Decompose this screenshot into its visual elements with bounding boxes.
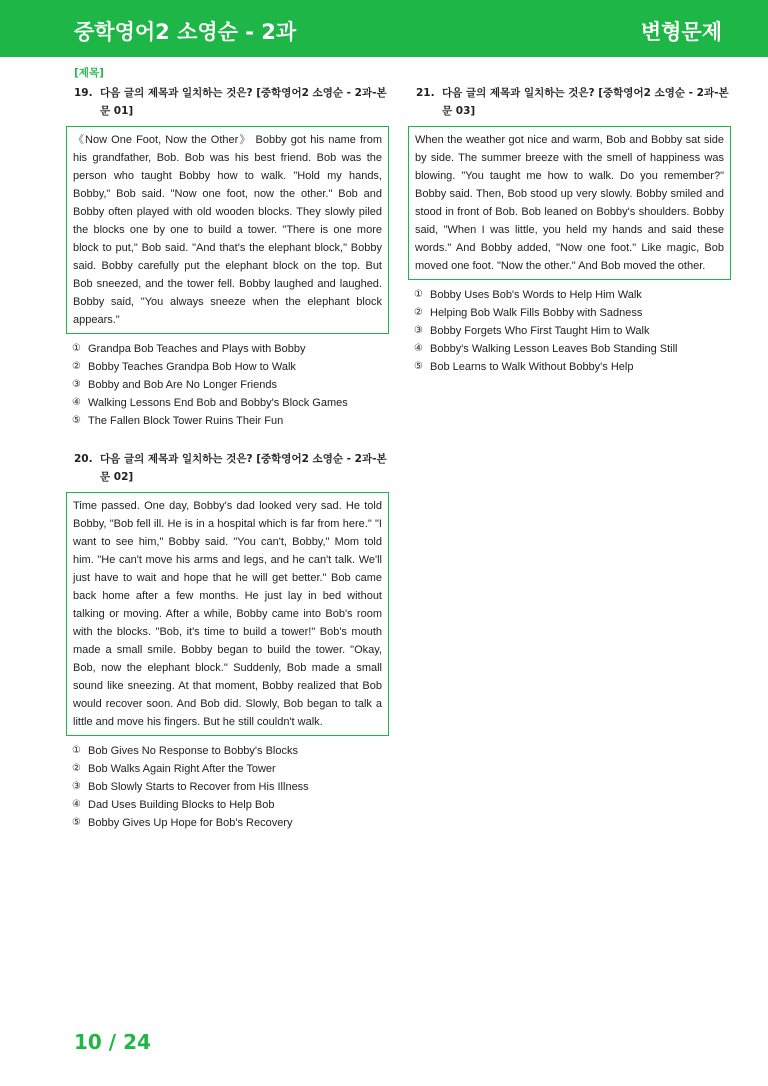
answer-options (408, 286, 731, 376)
question-19 (66, 84, 389, 430)
option-text: Helping Bob Walk Fills Bobby with Sadness (430, 307, 643, 319)
header-title: 중학영어2 소영순 - 2과 (74, 20, 297, 44)
question-20 (66, 450, 389, 832)
option-1[interactable] (414, 286, 731, 304)
question-21 (408, 84, 731, 376)
question-header (66, 84, 389, 120)
option-marker: ③ (72, 379, 81, 390)
question-number: 21. (416, 87, 435, 99)
option-2[interactable] (72, 760, 389, 778)
answer-options (66, 742, 389, 832)
option-3[interactable] (414, 322, 731, 340)
option-text: Bobby Uses Bob's Words to Help Him Walk (430, 289, 642, 301)
option-marker: ② (72, 763, 81, 774)
option-text: Bob Slowly Starts to Recover from His Illness (88, 781, 309, 793)
option-marker: ④ (72, 799, 81, 810)
option-text: The Fallen Block Tower Ruins Their Fun (88, 415, 284, 427)
option-text: Bobby Teaches Grandpa Bob How to Walk (88, 361, 296, 373)
question-header (66, 450, 389, 486)
question-prompt: 다음 글의 제목과 일치하는 것은? [중학영어2 소영순 - 2과-본문 02] (100, 453, 387, 483)
section-tag: [제목] (74, 67, 104, 79)
option-marker: ③ (414, 325, 423, 336)
option-marker: ③ (72, 781, 81, 792)
option-4[interactable] (414, 340, 731, 358)
option-text: Walking Lessons End Bob and Bobby's Block Games (88, 397, 348, 409)
option-marker: ⑤ (72, 817, 81, 828)
question-header (408, 84, 731, 120)
passage-box: When the weather got nice and warm, Bob and Bobby sat side by side. The summer breeze with the smell of happiness was blowing. "You taught me how to walk. Do you remember?" Bobby said. Then, Bob stood up very slowly. Bobby smiled and stood in front of Bob. Bob leaned on Bobby's shoulders. Bobby said, "When I was little, you held my hands and said these words." And Bobby added, "Now one foot." Like magic, Bob moved one foot. "Now the other." And Bob moved the other. (408, 126, 731, 280)
question-prompt: 다음 글의 제목과 일치하는 것은? [중학영어2 소영순 - 2과-본문 03] (442, 87, 729, 117)
option-text: Bob Learns to Walk Without Bobby's Help (430, 361, 634, 373)
option-text: Bob Gives No Response to Bobby's Blocks (88, 745, 298, 757)
option-text: Grandpa Bob Teaches and Plays with Bobby (88, 343, 306, 355)
option-3[interactable] (72, 778, 389, 796)
page-number: 10 / 24 (74, 1030, 151, 1054)
option-3[interactable] (72, 376, 389, 394)
option-marker: ① (414, 289, 423, 300)
option-text: Bob Walks Again Right After the Tower (88, 763, 276, 775)
option-4[interactable] (72, 796, 389, 814)
passage-box: 《Now One Foot, Now the Other》 Bobby got his name from his grandfather, Bob. Bob was his best friend. Bob was the person who taught Bobby how to walk. "Hold my hands, Bobby," Bob said. "Now one foot, now the other." Bob and Bobby often played with old wooden blocks. They slowly piled the blocks one by one to build a tower. "There is one more block to put," Bob said. "And that's the elephant block," Bobby said. Bobby carefully put the elephant block on the top. But Bob sneezed, and the tower fell. Bobby laughed and laughed. Bobby said, "You always sneeze when the elephant block appears." (66, 126, 389, 334)
header-section-label: 변형문제 (640, 20, 722, 44)
option-1[interactable] (72, 742, 389, 760)
option-marker: ④ (414, 343, 423, 354)
option-marker: ④ (72, 397, 81, 408)
option-marker: ⑤ (72, 415, 81, 426)
question-number: 19. (74, 87, 93, 99)
option-text: Bobby Gives Up Hope for Bob's Recovery (88, 817, 293, 829)
option-5[interactable] (72, 412, 389, 430)
option-5[interactable] (72, 814, 389, 832)
option-marker: ② (72, 361, 81, 372)
page-header (0, 0, 768, 57)
option-text: Dad Uses Building Blocks to Help Bob (88, 799, 275, 811)
option-1[interactable] (72, 340, 389, 358)
option-text: Bobby's Walking Lesson Leaves Bob Standing Still (430, 343, 678, 355)
option-marker: ① (72, 343, 81, 354)
option-text: Bobby Forgets Who First Taught Him to Walk (430, 325, 650, 337)
answer-options (66, 340, 389, 430)
option-2[interactable] (414, 304, 731, 322)
right-column (408, 84, 731, 396)
question-prompt: 다음 글의 제목과 일치하는 것은? [중학영어2 소영순 - 2과-본문 01] (100, 87, 387, 117)
option-4[interactable] (72, 394, 389, 412)
question-number: 20. (74, 453, 93, 465)
passage-box: Time passed. One day, Bobby's dad looked very sad. He told Bobby, "Bob fell ill. He is in a hospital which is far from here." "I want to see him," Bobby said. "You can't, Bobby," Mom told him. "He can't move his arms and legs, and he can't talk. We'll just have to wait and hope that he will get better." Bob came back home after a few months. He just lay in bed without talking or moving. After a while, Bobby came into Bob's room with the blocks. "Bob, it's time to build a tower!" Bob's mouth made a small smile. Bobby began to build the tower. "Okay, Bob, now the elephant block." Suddenly, Bob made a small sound like sneezing. At that moment, Bobby realized that Bob would recover soon. And Bob did. Slowly, Bob began to talk a little and move his fingers. But he still couldn't walk. (66, 492, 389, 736)
option-5[interactable] (414, 358, 731, 376)
option-text: Bobby and Bob Are No Longer Friends (88, 379, 277, 391)
option-marker: ② (414, 307, 423, 318)
left-column (66, 66, 389, 852)
option-marker: ① (72, 745, 81, 756)
option-marker: ⑤ (414, 361, 423, 372)
option-2[interactable] (72, 358, 389, 376)
